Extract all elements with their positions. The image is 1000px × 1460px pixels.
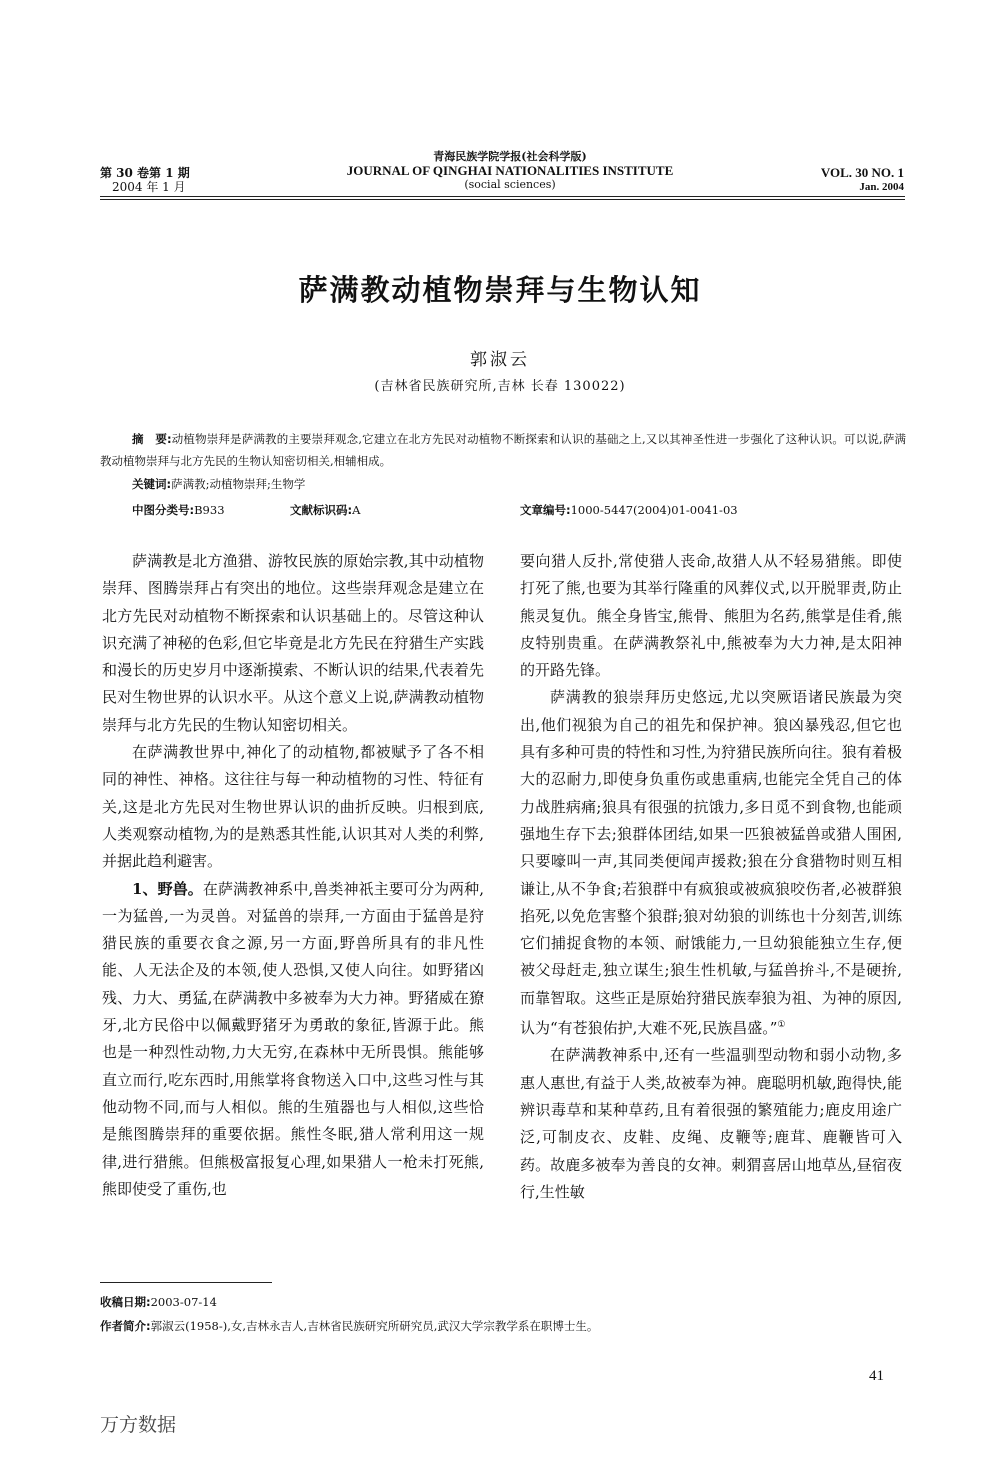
clc-value: B933	[194, 503, 225, 517]
received-label: 收稿日期:	[100, 1295, 151, 1309]
paragraph-text: 萨满教的狼崇拜历史悠远,尤以突厥语诸民族最为突出,他们视狼为自己的祖先和保护神。狼凶暴残忍,但它也具有多种可贵的特性和习性,为狩猎民族所向往。狼有着极大的忍耐力,即使身负重伤或患重病,也能完全凭自己的体力战胜病痛;狼具有很强的抗饿力,多日觅不到食物,也能顽强地生存下去;狼群体团结,如果一匹狼被猛兽或猎人围困,只要嚎叫一声,其同类便闻声援救;狼在分食猎物时则互相谦让,从不争食;若狼群中有疯狼或被疯狼咬伤者,必被群狼掐死,以免危害整个狼群;狼对幼狼的训练也十分刻苦,训练它们捕捉食物的本领、耐饿能力,一旦幼狼能独立生存,便被父母赶走,独立谋生;狼生性机敏,与猛兽拚斗,不是硬拚,而靠智取。这些正是原始狩猎民族奉狼为祖、为神的原因,认为“有苍狼佑护,大难不死,民族昌盛。”	[520, 688, 902, 1038]
journal-subtitle: (social sciences)	[464, 178, 556, 191]
clc-label: 中图分类号:	[132, 503, 195, 517]
author-name: 郭淑云	[470, 350, 530, 370]
footnote-rule	[100, 1282, 272, 1283]
bio-text: 郭淑云(1958-),女,吉林永吉人,吉林省民族研究所研究员,武汉大学宗教学系在职博士生。	[150, 1319, 599, 1333]
paragraph: 在萨满教世界中,神化了的动植物,都被赋予了各不相同的神性、神格。这往往与每一种动植物的习性、特征有关,这是北方先民对生物世界认识的曲折反映。归根到底,人类观察动植物,为的是熟悉其性能,认识其对人类的利弊,并据此趋利避害。	[102, 743, 484, 871]
abstract-label: 摘 要:	[132, 432, 172, 446]
author-bio	[100, 1318, 598, 1334]
journal-name-cn: 青海民族学院学报(社会科学版)	[433, 150, 587, 163]
keywords-label: 关键词:	[132, 477, 172, 491]
article-no-label: 文章编号:	[520, 503, 571, 517]
page-number: 41	[869, 1368, 884, 1384]
doc-code-label: 文献标识码:	[290, 503, 353, 517]
article-no-field	[520, 502, 738, 518]
bio-label: 作者简介:	[100, 1319, 151, 1333]
watermark: 万方数据	[100, 1414, 177, 1436]
issue-number: 第 30 卷第 1 期	[100, 166, 190, 180]
body-column-left	[102, 548, 484, 1203]
paragraph-text: 在萨满教神系中,兽类神祇主要可分为两种,一为猛兽,一为灵兽。对猛兽的崇拜,一方面由于猛兽是狩猎民族的重要衣食之源,另一方面,野兽所具有的非凡性能、人无法企及的本领,使人恐惧,又使人向往。如野猪凶残、力大、勇猛,在萨满教中多被奉为大力神。野猪威在獠牙,北方民俗中以佩戴野猪牙为勇敢的象征,皆源于此。熊也是一种烈性动物,力大无穷,在森林中无所畏惧。熊能够直立而行,吃东西时,用熊掌将食物送入口中,这些习性与其他动物不同,而与人相似。熊的生殖器也与人相似,这些恰是熊图腾崇拜的重要依据。熊性冬眠,猎人常利用这一规律,进行猎熊。但熊极富报复心理,如果猎人一枪未打死熊,熊即使受了重伤,也	[102, 879, 484, 1198]
volume-number: VOL. 30 NO. 1	[820, 165, 904, 180]
journal-name-en: JOURNAL OF QINGHAI NATIONALITIES INSTITUTE	[346, 163, 674, 178]
abstract-text: 动植物崇拜是萨满教的主要崇拜观念,它建立在北方先民对动植物不断探索和认识的基础之上,又以其神圣性进一步强化了这种认识。可以说,萨满教动植物崇拜与北方先民的生物认知密切相关,相辅相成。	[100, 432, 906, 468]
doc-code-field	[290, 502, 360, 518]
volume-info	[821, 166, 904, 194]
journal-masthead	[300, 150, 720, 192]
clc-field	[132, 502, 225, 518]
paragraph: 要向猎人反扑,常使猎人丧命,故猎人从不轻易猎熊。即使打死了熊,也要为其举行隆重的风葬仪式,以开脱罪责,防止熊灵复仇。熊全身皆宝,熊骨、熊胆为名药,熊掌是佳肴,熊皮特别贵重。在萨满教祭礼中,熊被奉为大力神,是太阳神的开路先锋。	[520, 552, 902, 680]
issue-info	[100, 166, 190, 194]
keywords-text: 萨满教;动植物崇拜;生物学	[171, 477, 306, 491]
author-affiliation: (吉林省民族研究所,吉林 长春 130022)	[374, 379, 626, 394]
received-value: 2003-07-14	[150, 1295, 217, 1309]
issue-date-en: Jan. 2004	[859, 181, 904, 193]
paragraph	[102, 876, 484, 1204]
keywords	[132, 476, 305, 492]
header-rule-bottom	[100, 199, 905, 200]
article-title: 萨满教动植物崇拜与生物认知	[298, 273, 702, 307]
section-heading: 1、野兽。	[132, 879, 203, 898]
footnote-marker: ①	[777, 1020, 786, 1031]
abstract	[100, 428, 906, 472]
paragraph: 萨满教是北方渔猎、游牧民族的原始宗教,其中动植物崇拜、图腾崇拜占有突出的地位。这些崇拜观念是建立在北方先民对动植物不断探索和认识基础上的。尽管这种认识充满了神秘的色彩,但它毕竟是北方先民在狩猎生产实践和漫长的历史岁月中逐渐摸索、不断认识的结果,代表着先民对生物世界的认识水平。从这个意义上说,萨满教动植物崇拜与北方先民的生物认知密切相关。	[102, 552, 484, 734]
paragraph	[520, 684, 902, 1042]
header-rule-top	[100, 196, 905, 197]
paragraph: 在萨满教神系中,还有一些温驯型动物和弱小动物,多惠人惠世,有益于人类,故被奉为神。鹿聪明机敏,跑得快,能辨识毒草和某种草药,且有着很强的繁殖能力;鹿皮用途广泛,可制皮衣、皮鞋、皮绳、皮鞭等;鹿茸、鹿鞭皆可入药。故鹿多被奉为善良的女神。刺猬喜居山地草丛,昼宿夜行,生性敏	[520, 1046, 902, 1201]
article-no-value: 1000-5447(2004)01-0041-03	[570, 503, 738, 517]
received-date	[100, 1294, 217, 1310]
body-column-right	[520, 548, 902, 1206]
doc-code-value: A	[352, 503, 361, 517]
issue-date-cn: 2004 年 1 月	[112, 180, 186, 194]
